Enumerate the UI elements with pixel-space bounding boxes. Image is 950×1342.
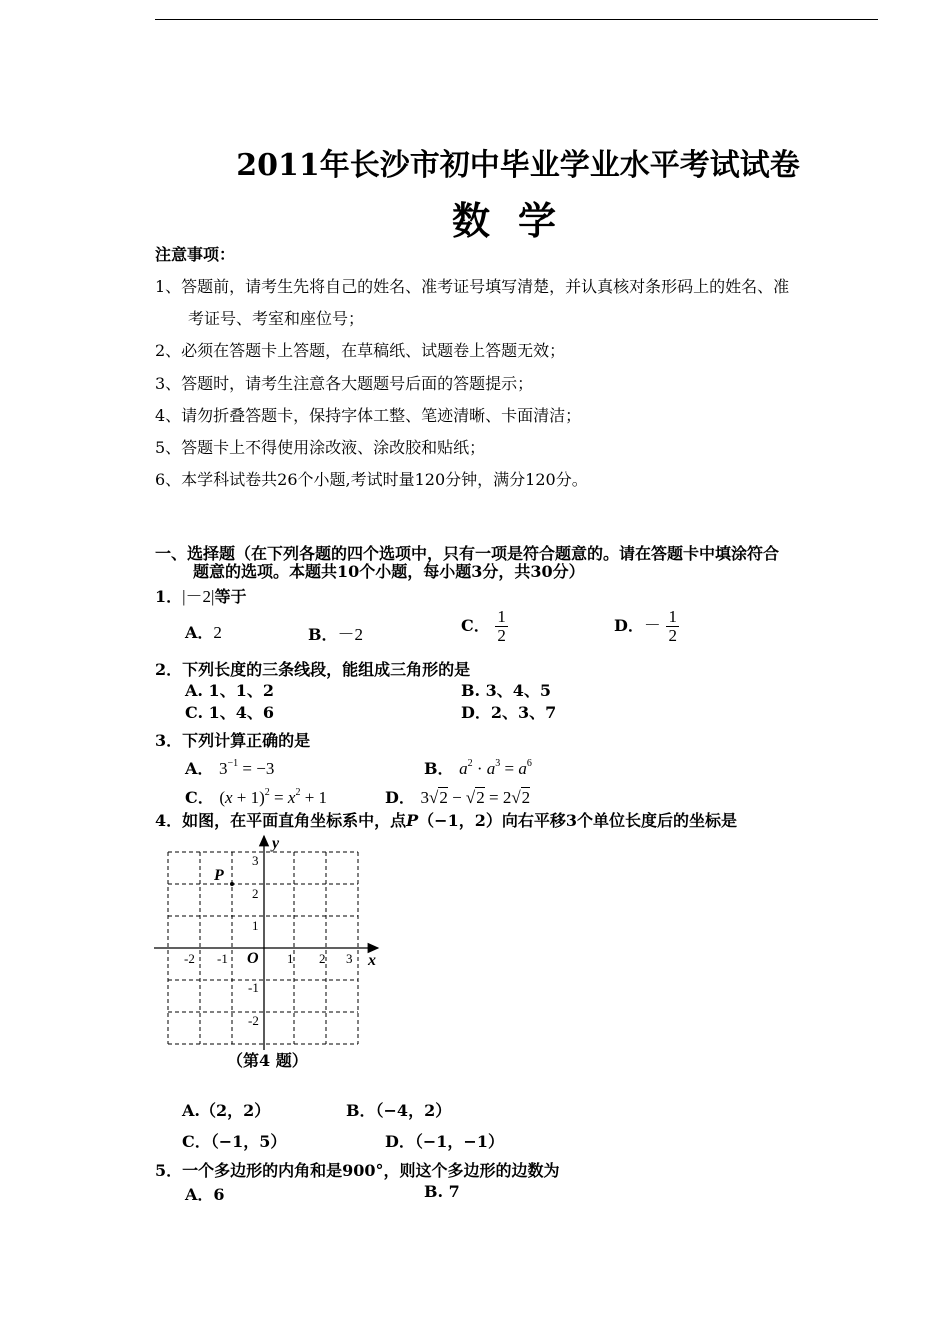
q1-number: 1． [155,587,183,606]
y-tick-label: -2 [248,1013,259,1028]
exam-title: 2011年长沙市初中毕业学业水平考试试卷 [236,148,800,183]
q3-b-formula: $a^2 \cdot a^3 = a^6$ [459,758,532,778]
x-tick-label: 3 [346,951,353,966]
q3-b-label: B． [424,759,454,778]
q2-option-d: D．2、3、7 [461,703,557,722]
q3-d-formula: 3√2 − √2 = 2√2 [420,788,531,807]
q1-d-denominator: 2 [668,626,677,645]
q3-d-label: D． [385,788,415,807]
note-item-6: 6、本学科试卷共26个小题,考试时量120分钟，满分120分。 [155,470,588,489]
q1-d-sign: － [643,616,661,635]
q1-c-numerator: 1 [497,607,506,626]
q5-stem: 5．一个多边形的内角和是900°，则这个多边形的边数为 [155,1161,560,1180]
q1-a-value: 2 [213,623,222,642]
x-tick-label: 1 [287,951,294,966]
note-item-2: 2、必须在答题卡上答题，在草稿纸、试题卷上答题无效； [155,341,566,360]
section1-heading: 一、选择题（在下列各题的四个选项中，只有一项是符合题意的。请在答题卡中填涂符合 [155,544,780,563]
note-item-5: 5、答题卡上不得使用涂改液、涂改胶和贴纸； [155,438,486,457]
q5-option-a: A．6 [185,1185,225,1204]
q1-b-value: －2 [337,625,364,644]
q3-option-d [385,785,530,808]
exam-subject: 数学 [451,198,584,243]
q4-option-b: B．（−4，2） [346,1101,452,1120]
y-axis-label: y [272,835,280,852]
q4-option-c: C．（−1，5） [182,1132,287,1151]
q1-c-fraction [495,608,508,645]
q1-option-b [308,620,363,645]
q1-option-c [461,608,508,645]
x-tick-label: 2 [319,951,326,966]
q1-d-fraction [666,608,679,645]
q3-option-b [424,756,532,779]
q2-option-a: A. 1、1、2 [185,681,274,700]
q3-stem: 3．下列计算正确的是 [155,731,311,750]
x-axis-label: x [368,952,376,969]
q3-c-formula: $(x + 1)^2 = x^2 + 1$ [219,787,328,807]
y-tick-label: 1 [252,918,259,933]
q1-stem [155,582,246,607]
point-p-marker [230,882,234,886]
q4-stem-tail: （−1，2）向右平移3个单位长度后的坐标是 [418,811,737,830]
q5-option-b: B. 7 [424,1182,460,1201]
q1-option-a [185,620,222,643]
note-item-1-cont: 考证号、考室和座位号； [188,309,365,328]
y-tick-label: 3 [252,853,259,868]
note-item-4: 4、请勿折叠答题卡，保持字体工整、笔迹清晰、卡面清洁； [155,406,582,425]
q1-stem-text: 等于 [214,587,247,606]
q2-option-b: B. 3、4、5 [461,681,552,700]
figure-caption: （第4 题） [227,1051,308,1070]
q1-d-label: D． [614,616,644,635]
q3-option-a [185,756,274,779]
q1-option-d [614,608,679,645]
q1-a-label: A． [185,623,214,642]
section1-heading-cont: 题意的选项。本题共10个小题，每小题3分，共30分） [193,562,585,581]
q4-stem-text: 4．如图，在平面直角坐标系中，点 [155,811,407,830]
q4-option-d: D．（−1，−1） [385,1132,504,1151]
q2-stem: 2．下列长度的三条线段，能组成三角形的是 [155,660,471,679]
note-item-3: 3、答题时，请考生注意各大题题号后面的答题提示； [155,374,534,393]
note-item-1: 1、答题前，请考生先将自己的姓名、准考证号填写清楚，并认真核对条形码上的姓名、准 [155,277,790,296]
q4-option-a: A.（2，2） [182,1101,271,1120]
q3-c-label: C． [185,788,214,807]
q2-option-c: C. 1、4、6 [185,703,274,722]
q1-abs-expression: |－2| [182,587,215,606]
q1-c-label: C． [461,616,490,635]
q3-a-label: A． [185,759,214,778]
x-tick-label: -2 [184,951,195,966]
coordinate-grid-figure [150,832,390,1054]
q4-stem [155,808,737,831]
header-rule [155,19,878,20]
q1-c-denominator: 2 [497,626,506,645]
q1-b-label: B． [308,625,338,644]
origin-label: O [247,950,259,967]
q1-d-numerator: 1 [668,607,677,626]
q3-option-c [185,785,327,808]
q4-point-label: P [406,811,419,830]
point-p-label: P [214,867,224,884]
x-tick-label: -1 [217,951,228,966]
q3-a-formula: $3^{-1} = -3$ [219,758,275,778]
notes-heading: 注意事项： [155,245,236,264]
y-tick-label: 2 [252,886,259,901]
y-tick-label: -1 [248,980,259,995]
